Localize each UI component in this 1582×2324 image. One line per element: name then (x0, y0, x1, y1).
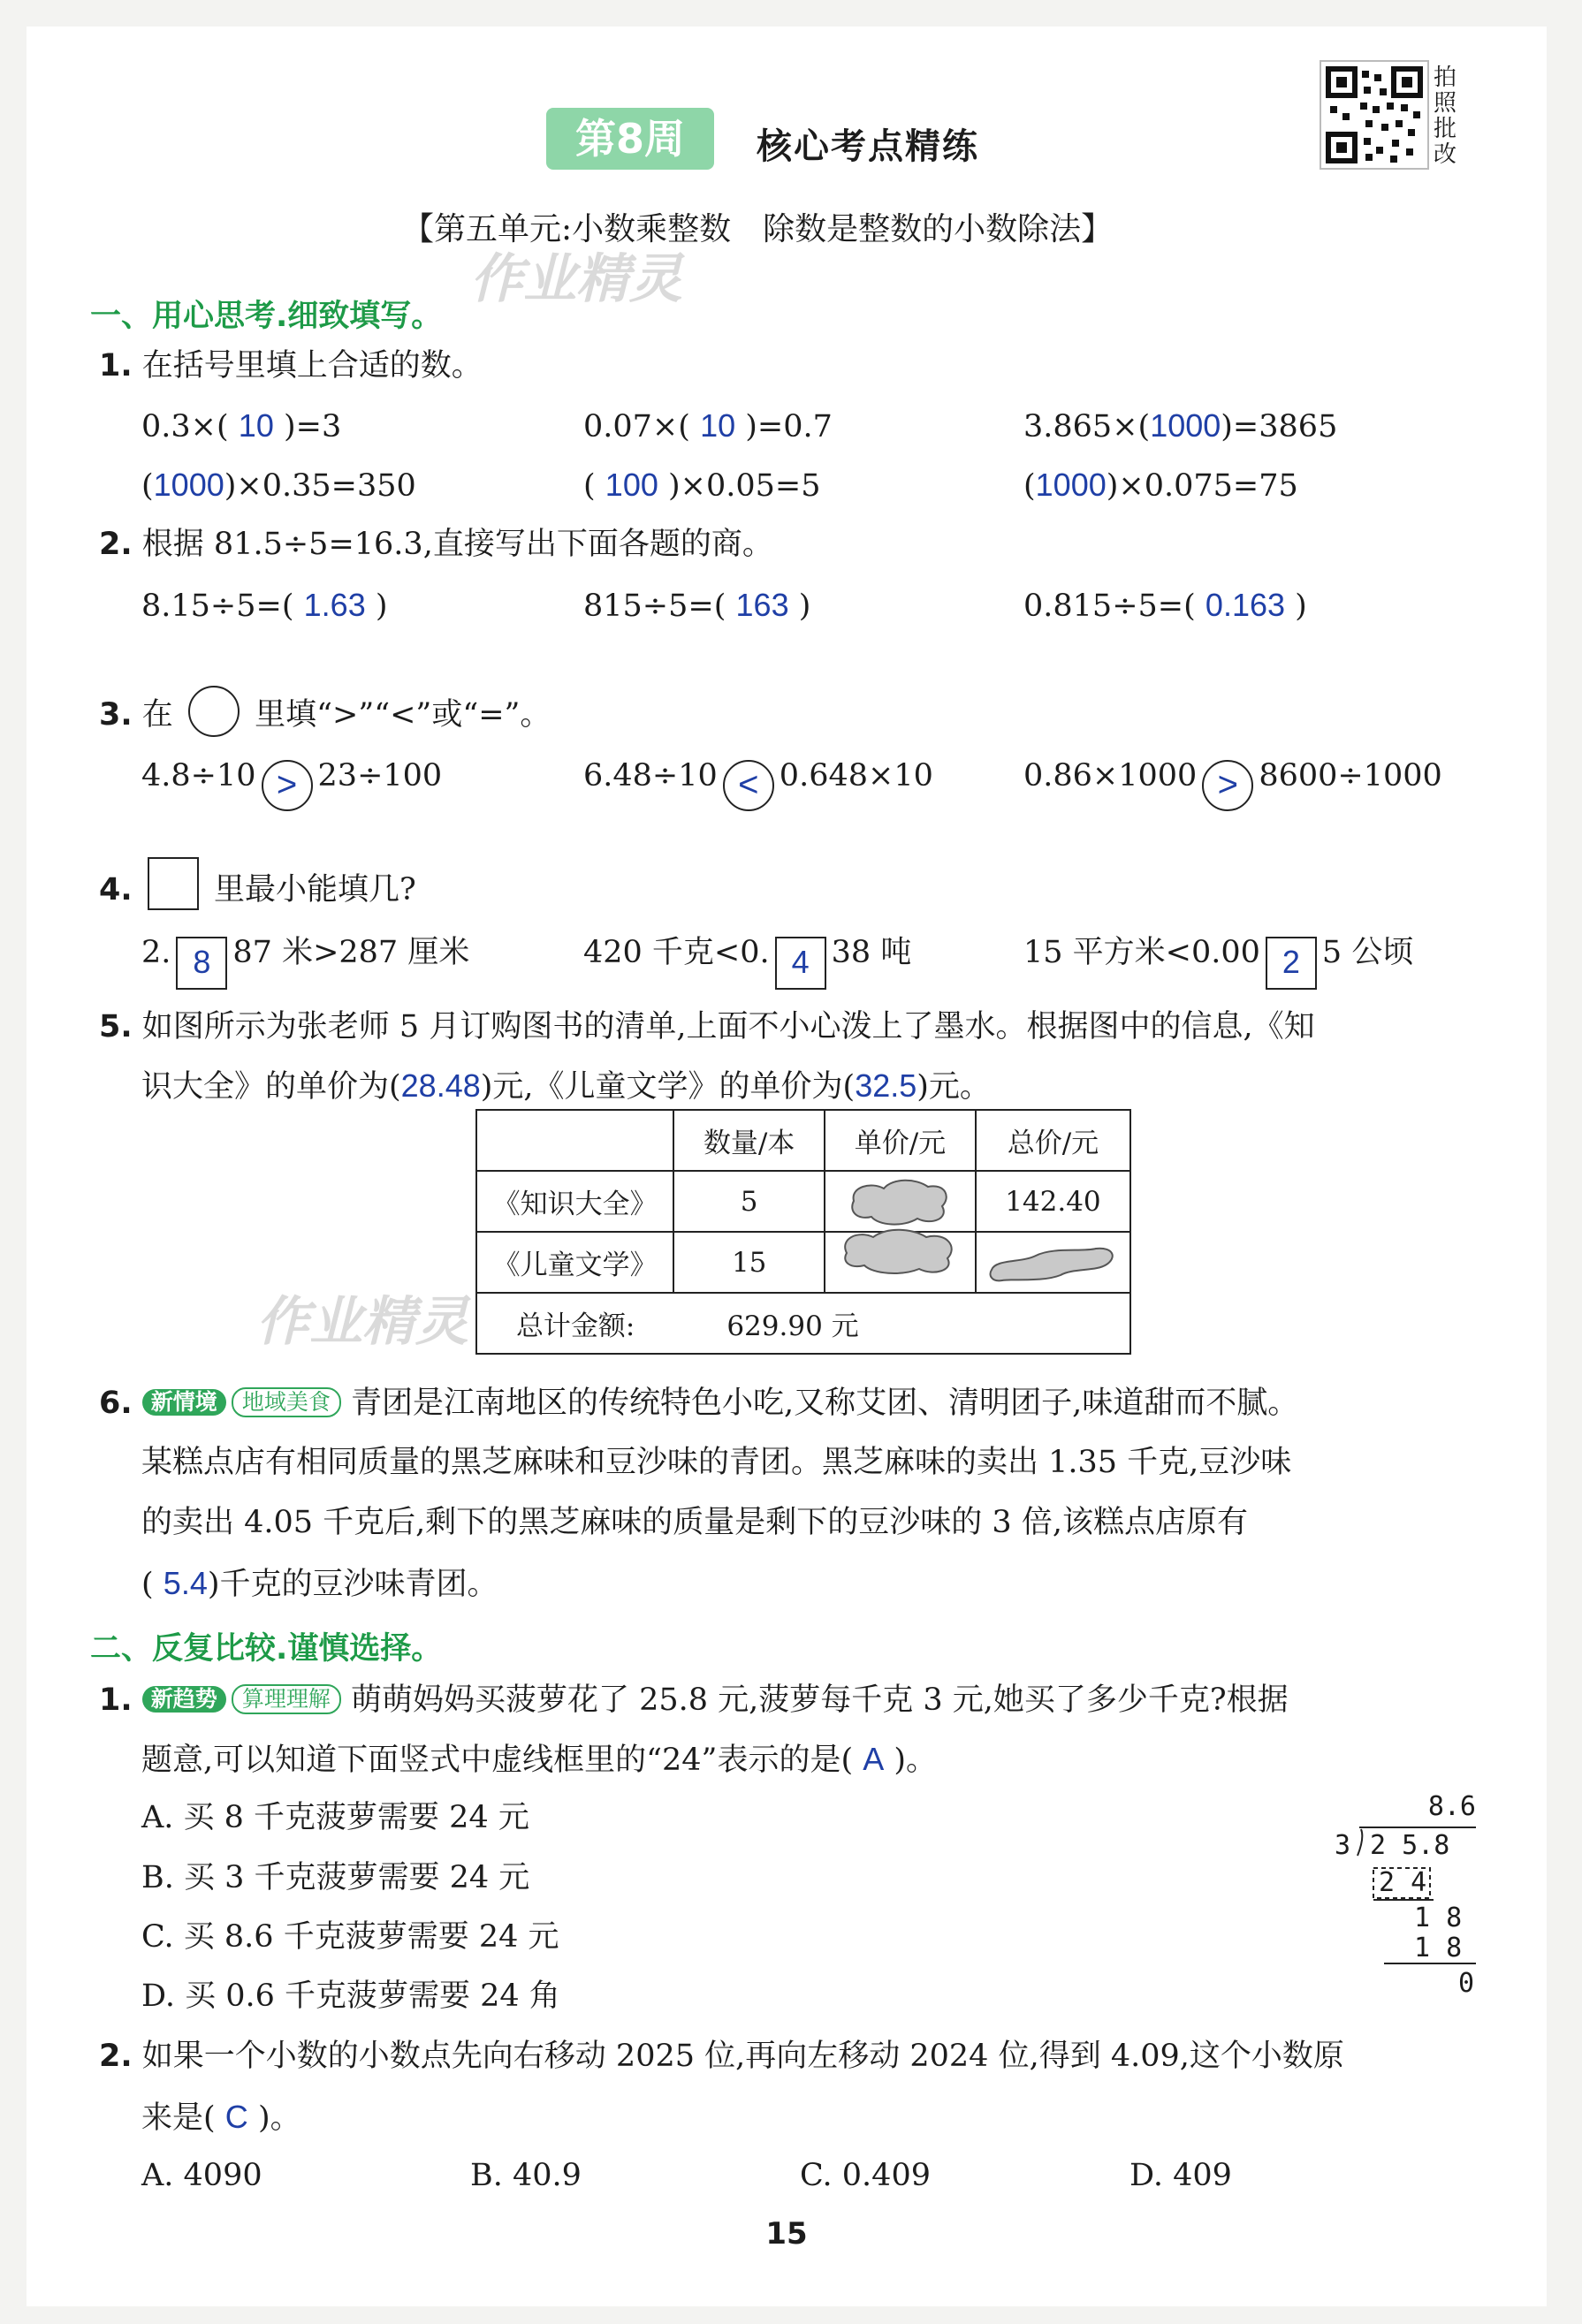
week-badge: 第8周 (546, 108, 714, 170)
q2-item: 8.15÷5=( 1.63 ) (141, 587, 388, 624)
q2-answer[interactable]: 163 (735, 587, 789, 623)
q5-answer-2[interactable]: 32.5 (855, 1067, 917, 1104)
q4-item: 15 平方米<0.00 2 5 公顷 (1023, 937, 1413, 990)
q1-prompt: 1. 在括号里填上合适的数。 (99, 348, 483, 384)
q6-line2: 某糕点店有相同质量的黑芝麻味和豆沙味的青团。黑芝麻味的卖出 1.35 千克,豆沙味 (141, 1445, 1292, 1480)
q1-answer[interactable]: 1000 (1150, 407, 1221, 444)
q2-item: 815÷5=( 163 ) (583, 587, 811, 624)
unit-title: 【第五单元:小数乘整数 除数是整数的小数除法】 (402, 211, 1114, 247)
q3-item: 6.48÷10 < 0.648×10 (583, 760, 933, 811)
option-c[interactable]: C. 买 8.6 千克菠萝需要 24 元 (141, 1919, 559, 1955)
empty-circle-icon (188, 686, 240, 737)
section2-title: 二、反复比较.谨慎选择。 (90, 1631, 443, 1667)
option-d[interactable]: D. 买 0.6 千克菠萝需要 24 角 (141, 1978, 560, 2014)
q6-line3: 的卖出 4.05 千克后,剩下的黑芝麻味的质量是剩下的豆沙味的 3 倍,该糕点店原有 (141, 1505, 1248, 1540)
q1-answer[interactable]: 10 (700, 407, 736, 444)
q2-answer[interactable]: 1.63 (303, 587, 366, 623)
ink-stain-icon (838, 1223, 962, 1276)
q1-answer[interactable]: 100 (605, 467, 658, 503)
q6-answer[interactable]: 5.4 (163, 1565, 208, 1601)
q1-answer[interactable]: 1000 (1035, 467, 1107, 503)
digit-box[interactable]: 2 (1266, 937, 1317, 990)
s2q1-answer[interactable]: A (863, 1741, 885, 1777)
table-row: 《知识大全》 5 142.40 (476, 1171, 1130, 1232)
option-a[interactable]: A. 买 8 千克菠萝需要 24 元 (141, 1800, 529, 1835)
table-header-row: 数量/本 单价/元 总价/元 (476, 1110, 1130, 1171)
q2-answer[interactable]: 0.163 (1205, 587, 1286, 623)
q4-item: 2. 8 87 米>287 厘米 (141, 937, 469, 990)
q4-item: 420 千克<0. 4 38 吨 (583, 937, 911, 990)
q1-item: (1000)×0.35=350 (141, 467, 416, 504)
ink-stain-icon (847, 1176, 953, 1227)
s2q2-answer[interactable]: C (224, 2099, 248, 2135)
compare-circle[interactable]: < (723, 760, 774, 811)
q4-prompt: 4. 里最小能填几? (99, 857, 416, 910)
qr-caption: 拍 照 批 改 (1433, 65, 1457, 168)
table-sum-row: 总计金额: 629.90 元 (476, 1293, 1130, 1354)
qr-code-icon (1321, 62, 1427, 168)
q2-prompt: 2. 根据 81.5÷5=16.3,直接写出下面各题的商。 (99, 527, 773, 562)
option-b[interactable]: B. 40.9 (470, 2158, 582, 2193)
s2q2-line1: 2. 如果一个小数的小数点先向右移动 2025 位,再向左移动 2024 位,得到 4.09,这个小数原 (99, 2039, 1344, 2074)
q1-item: 0.07×( 10 )=0.7 (583, 407, 833, 444)
q3-item: 0.86×1000 > 8600÷1000 (1023, 760, 1442, 811)
q1-item: 3.865×(1000)=3865 (1023, 407, 1338, 444)
new-context-badge: 新情境 (142, 1389, 226, 1416)
qr-code[interactable] (1320, 60, 1429, 170)
division-bracket (1335, 1794, 1476, 2006)
q1-item: ( 100 )×0.05=5 (583, 467, 821, 504)
page-number: 15 (765, 2216, 808, 2252)
worksheet-page (27, 27, 1547, 2306)
compare-circle[interactable]: > (262, 760, 313, 811)
watermark: 作业精灵 (470, 248, 682, 310)
empty-box-icon (148, 857, 199, 910)
q6-line4: ( 5.4)千克的豆沙味青团。 (141, 1565, 498, 1602)
option-c[interactable]: C. 0.409 (800, 2158, 931, 2193)
q1-item: 0.3×( 10 )=3 (141, 407, 342, 444)
compare-circle[interactable]: > (1202, 760, 1253, 811)
digit-box[interactable]: 4 (775, 937, 826, 990)
page-title: 核心考点精练 (757, 126, 979, 167)
q5-line1: 5. 如图所示为张老师 5 月订购图书的清单,上面不小心泼上了墨水。根据图中的信息,《知 (99, 1009, 1315, 1044)
new-trend-badge: 新趋势 (142, 1686, 226, 1713)
order-table (475, 1109, 1131, 1355)
ink-stain-cell (976, 1232, 1130, 1293)
q1-item: (1000)×0.075=75 (1023, 467, 1298, 504)
q3-prompt: 3. 在 里填“>”“<”或“=”。 (99, 686, 551, 737)
q2-item: 0.815÷5=( 0.163 ) (1023, 587, 1307, 624)
table-row: 《儿童文学》 15 (476, 1232, 1130, 1293)
digit-box[interactable]: 8 (176, 937, 227, 990)
ink-stain-icon (986, 1243, 1119, 1282)
q5-line2: 识大全》的单价为(28.48)元,《儿童文学》的单价为(32.5)元。 (141, 1067, 991, 1105)
option-b[interactable]: B. 买 3 千克菠萝需要 24 元 (141, 1860, 530, 1895)
ink-stain-cell (825, 1232, 976, 1293)
s2q2-line2: 来是( C )。 (141, 2099, 301, 2136)
s2q1-line1: 1. 新趋势 算理理解 萌萌妈妈买菠萝花了 25.8 元,菠萝每千克 3 元,她买了多少千克?根据 (99, 1682, 1289, 1718)
q1-answer[interactable]: 1000 (153, 467, 224, 503)
s2q1-line2: 题意,可以知道下面竖式中虚线框里的“24”表示的是( A )。 (141, 1741, 938, 1778)
long-division: 8.6 3 2 5.8 2 4 1 8 1 8 0 (1335, 1794, 1476, 2006)
q5-answer-1[interactable]: 28.48 (400, 1067, 481, 1104)
option-d[interactable]: D. 409 (1129, 2158, 1232, 2193)
dashed-box-24: 2 4 (1379, 1867, 1427, 1898)
topic-badge: 算理理解 (232, 1684, 341, 1714)
section1-title: 一、用心思考.细致填写。 (90, 299, 443, 334)
q1-answer[interactable]: 10 (238, 407, 274, 444)
q6-line1: 6. 新情境 地域美食 青团是江南地区的传统特色小吃,又称艾团、清明团子,味道甜而不腻。 (99, 1386, 1299, 1421)
option-a[interactable]: A. 4090 (141, 2158, 262, 2193)
watermark: 作业精灵 (256, 1291, 468, 1353)
q3-item: 4.8÷10 > 23÷100 (141, 760, 442, 811)
topic-badge: 地域美食 (232, 1387, 341, 1417)
